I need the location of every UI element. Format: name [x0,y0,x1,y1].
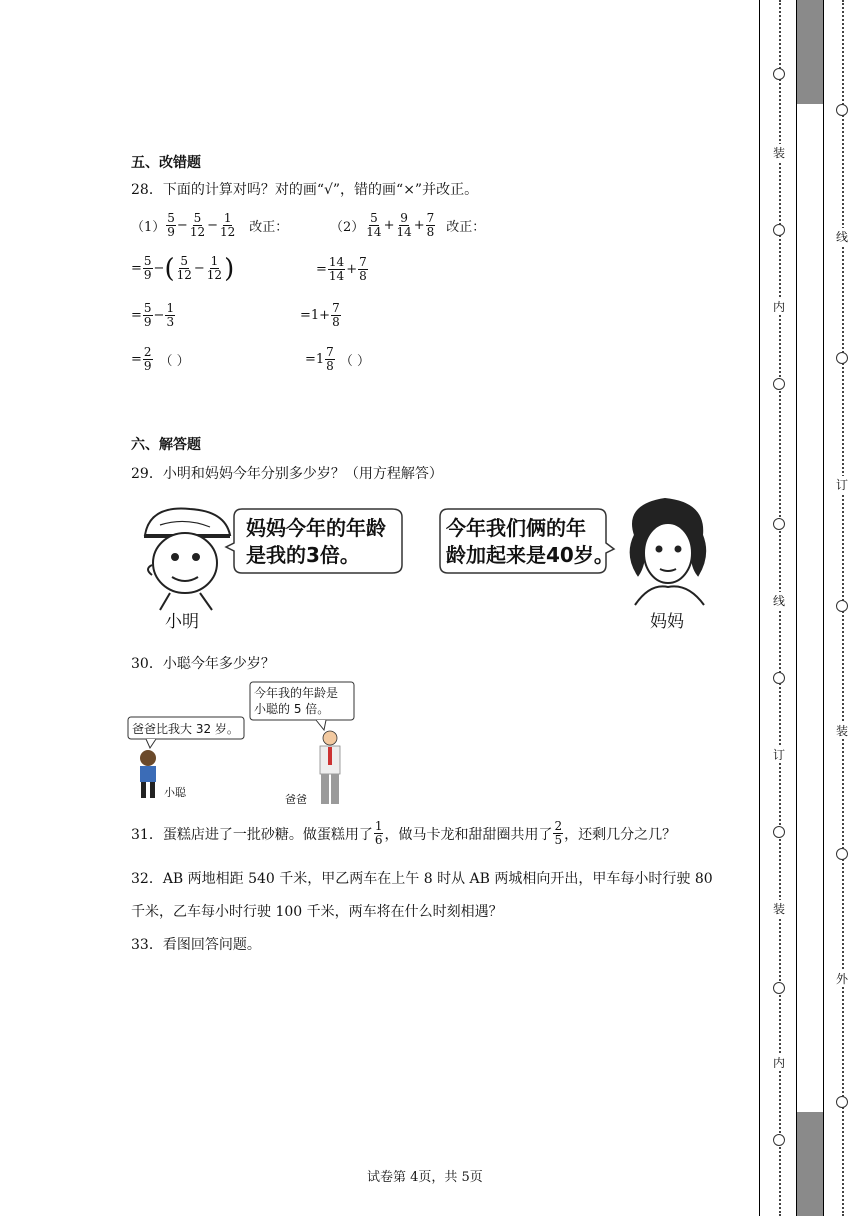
binding-label-outer: 线 [835,230,848,244]
correct-label: 改正： [249,220,289,235]
question-28-prompt: 28．下面的计算对吗？对的画“√”，错的画“×”并改正。 [131,182,479,198]
binding-hole-circle [836,600,848,612]
binding-hole-circle [773,518,785,530]
binding-hole-circle [836,1096,848,1108]
q29-illustration [130,495,720,635]
binding-label-outer: 装 [835,724,848,738]
fraction: $\frac{9}{14}$ [396,211,412,239]
binding-label-inner: 订 [772,748,785,762]
question-32-line1: 32．AB 两地相距 540 千米，甲乙两车在上午 8 时从 AB 两城相向开出，甲车每小时行驶 80 [131,871,713,887]
q28-part2-label: （2） [330,220,365,235]
q28-part1-label: （1） [131,220,166,235]
fraction: $\frac{5}{12}$ [189,211,206,239]
question-32-line2: 千米，乙车每小时行驶 100 千米，两车将在什么时刻相遇？ [131,904,503,920]
binding-hole-circle [773,1134,785,1146]
binding-label-inner: 装 [772,146,785,160]
binding-label-inner: 装 [772,902,785,916]
fraction: $\frac{5}{9}$ [143,301,152,329]
binding-hole-circle [836,848,848,860]
fraction: $\frac{5}{12}$ [176,254,192,282]
binding-hole-circle [773,982,785,994]
name-boy: 小明 [165,612,199,632]
question-31: 31．蛋糕店进了一批砂糖。做蛋糕用了 $\frac{1}{6}$ ，做马卡龙和甜甜圈共用了 $\frac{2}{5}$ ，还剩几分之几？ [131,819,677,847]
section-title-5: 五、改错题 [131,155,201,171]
binding-border-line [759,0,760,1216]
fraction: $\frac{5}{14}$ [366,211,382,239]
question-30-prompt: 30．小聪今年多少岁？ [131,656,275,672]
binding-hole-circle [773,378,785,390]
bubble-mom-text: 今年我们俩的年 龄加起来是40岁。 [446,516,614,567]
question-33-prompt: 33．看图回答问题。 [131,937,261,953]
binding-hole-circle [836,104,848,116]
q28-part2-step3: =1 $\frac{7}{8}$ （ ） [305,345,370,373]
name-mom: 妈妈 [650,612,684,632]
binding-label-inner: 内 [772,1056,785,1070]
fraction: $\frac{5}{9}$ [143,254,152,282]
name-kid: 小聪 [164,786,186,799]
binding-label-outer: 外 [835,972,848,986]
q28-part2-step2: =1+ $\frac{7}{8}$ [300,301,340,329]
bubble-dad-text: 今年我的年龄是 小聪的 5 倍。 [254,686,339,716]
fraction: $\frac{1}{12}$ [220,211,236,239]
fraction: $\frac{5}{9}$ [167,211,175,239]
q28-part1-step3: = $\frac{2}{9}$ （ ） [131,345,190,373]
fraction: $\frac{2}{9}$ [143,345,152,373]
binding-hole-circle [773,224,785,236]
boy-figure [144,509,230,610]
binding-label-inner: 内 [772,300,785,314]
q28-part1-step1: = $\frac{5}{9}$ − ( $\frac{5}{12}$ − $\frac{1}{12}$ ) [131,253,235,284]
binding-strip [796,0,824,1216]
fraction: $\frac{1}{6}$ [374,819,383,847]
name-dad: 爸爸 [285,793,307,806]
q28-part2-expression: （2） $\frac{5}{14}$ + $\frac{9}{14}$ + $\frac{7}{8}$ 改正： [330,211,486,239]
mom-figure [631,499,706,605]
fraction: $\frac{14}{14}$ [328,255,345,283]
binding-hole-circle [836,352,848,364]
kid-figure [140,750,156,798]
binding-gray-top [797,0,823,104]
q28-part1-step2: = $\frac{5}{9}$ − $\frac{1}{3}$ [131,301,175,329]
binding-hole-circle [773,826,785,838]
fraction: $\frac{1}{12}$ [206,254,223,282]
fraction: $\frac{7}{8}$ [332,301,340,329]
q28-part2-step1: = $\frac{14}{14}$ + $\frac{7}{8}$ [316,255,367,283]
answer-mark-blank[interactable]: （ ） [159,354,190,369]
answer-mark-blank[interactable]: （ ） [339,354,370,369]
bubble-kid-text: 爸爸比我大 32 岁。 [132,722,239,736]
fraction: $\frac{1}{3}$ [166,301,175,329]
fraction: $\frac{2}{5}$ [554,819,563,847]
binding-hole-circle [773,68,785,80]
fraction: $\frac{7}{8}$ [359,255,367,283]
binding-gray-bottom [797,1112,823,1216]
binding-hole-circle [773,672,785,684]
fraction: $\frac{7}{8}$ [326,345,334,373]
binding-label-outer: 订 [835,478,848,492]
binding-label-inner: 线 [772,594,785,608]
correct-label: 改正： [446,220,486,235]
question-29-prompt: 29．小明和妈妈今年分别多少岁？（用方程解答） [131,466,443,482]
section-title-6: 六、解答题 [131,437,201,453]
fraction: $\frac{7}{8}$ [426,211,435,239]
page-footer: 试卷第 4页，共 5页 [367,1170,483,1185]
dad-figure [320,731,340,804]
q28-part1-expression: （1） $\frac{5}{9}$ − $\frac{5}{12}$ − $\frac{1}{12}$ 改正： [131,211,289,239]
bubble-boy-text: 妈妈今年的年龄 是我的3倍。 [246,516,386,567]
